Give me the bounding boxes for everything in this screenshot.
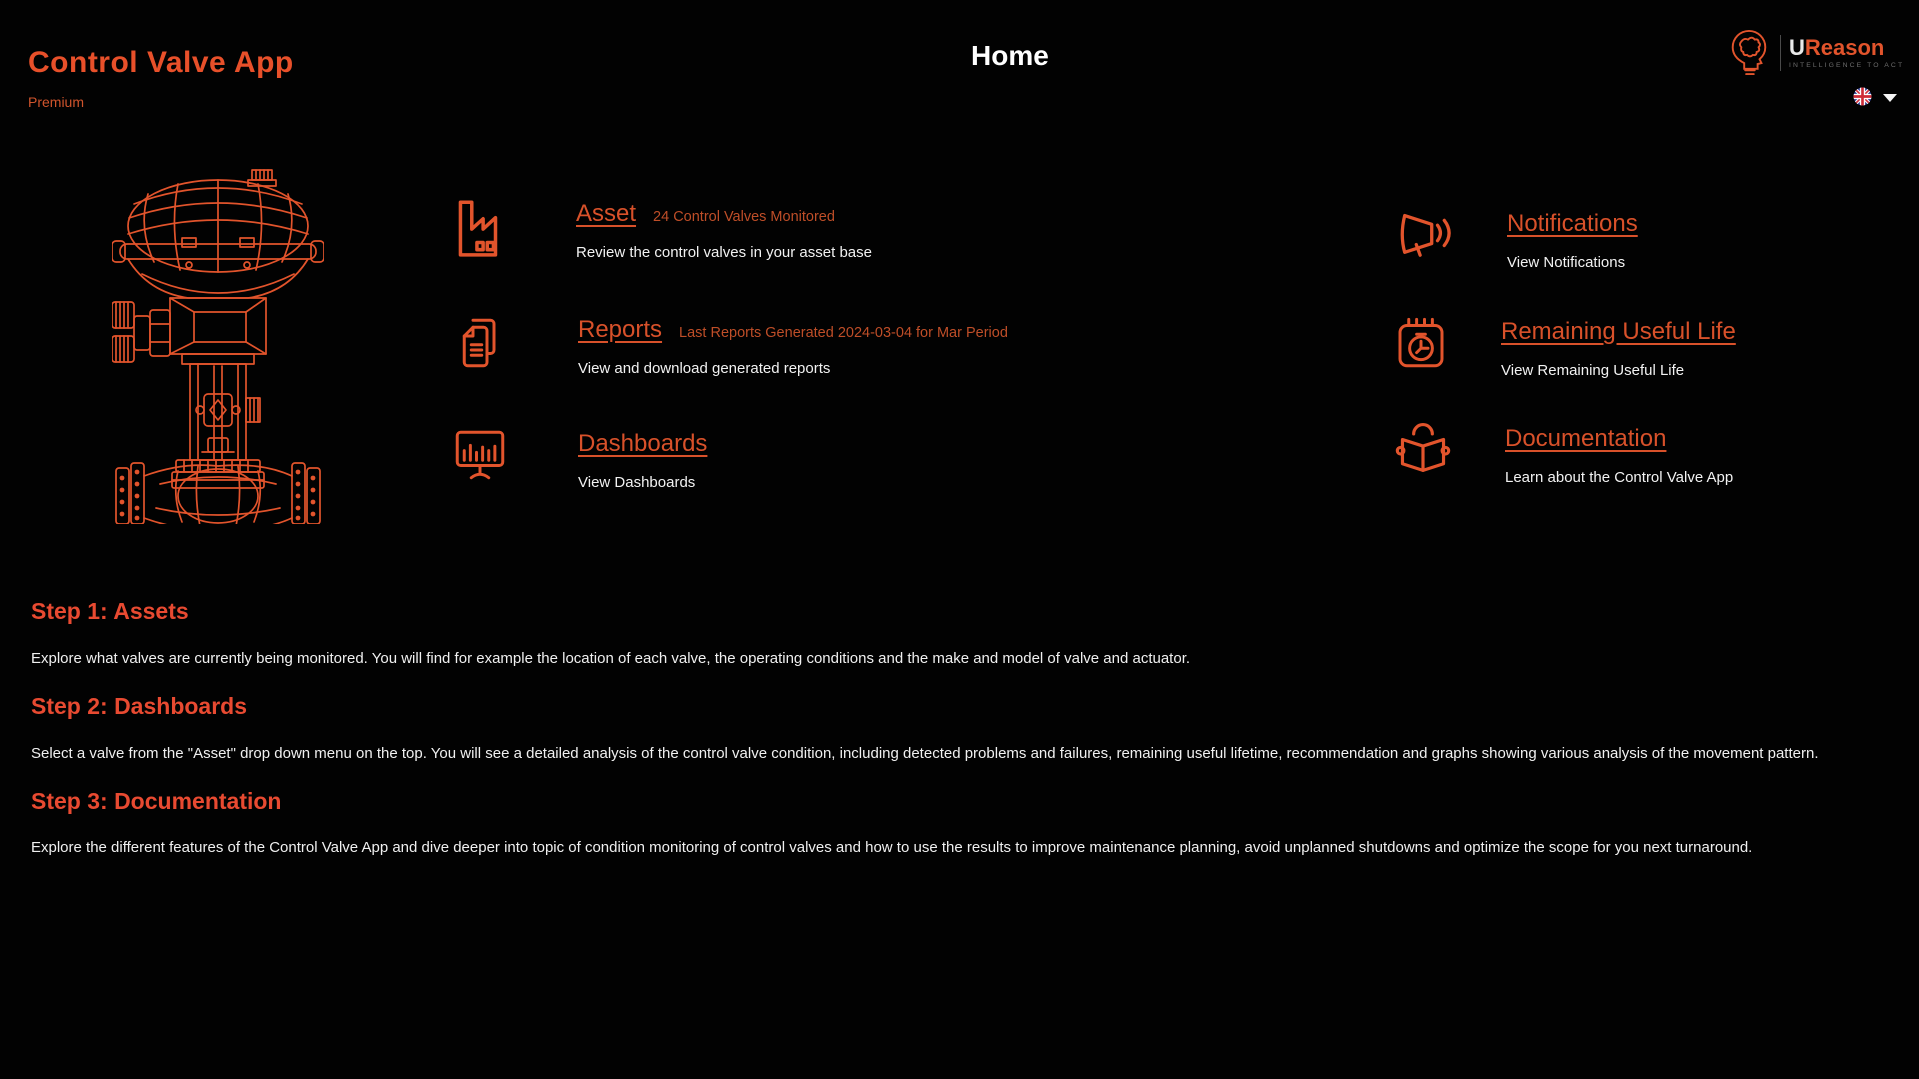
dashboards-link[interactable]: Dashboards (578, 430, 708, 457)
documentation-link[interactable]: Documentation (1505, 425, 1667, 452)
logo-divider (1780, 35, 1781, 71)
brand-name: Reason (1804, 35, 1885, 60)
notifications-row (1393, 204, 1638, 271)
ureason-logo[interactable] (1726, 28, 1904, 78)
step-3-body: Explore the different features of the Control Valve App and dive deeper into topic of condition monitoring of control valves and how to use the results to improve maintenance planning, avoid unplanned shutdowns and optimize the scope for you next turnaround. (31, 839, 1753, 856)
step-1-heading: Step 1: Assets (31, 598, 189, 624)
plan-badge: Premium (28, 94, 85, 110)
reports-description: View and download generated reports (578, 360, 831, 377)
dashboards-row (452, 424, 724, 491)
brand-u: U (1789, 35, 1805, 60)
asset-subtitle: 24 Control Valves Monitored (653, 209, 835, 225)
megaphone-icon (1393, 204, 1455, 260)
documentation-description: Learn about the Control Valve App (1505, 469, 1734, 486)
uk-flag-icon[interactable] (1853, 87, 1872, 106)
notifications-description: View Notifications (1507, 254, 1626, 271)
asset-description: Review the control valves in your asset base (576, 244, 872, 261)
reading-icon (1393, 419, 1453, 475)
step-1-body: Explore what valves are currently being monitored. You will find for example the location of each valve, the operating conditions and the make and model of valve and actuator. (31, 650, 1191, 667)
remaining-useful-life-description: View Remaining Useful Life (1501, 362, 1685, 379)
chevron-down-icon[interactable] (1883, 94, 1897, 102)
reports-row (452, 310, 1008, 377)
factory-icon (452, 194, 506, 260)
step-2-body: Select a valve from the "Asset" drop down menu on the top. You will see a detailed analysis of the control valve condition, including detected problems and failures, remaining useful lifetime, recommendation and graphs showing various analysis of the movement pattern. (31, 745, 1819, 762)
remaining-useful-life-row (1393, 312, 1736, 379)
remaining-useful-life-link[interactable]: Remaining Useful Life (1501, 318, 1736, 345)
language-selector[interactable] (1853, 87, 1897, 106)
brain-icon (1726, 28, 1772, 78)
documents-icon (452, 310, 508, 376)
monitor-chart-icon (452, 424, 508, 486)
reports-link[interactable]: Reports (578, 316, 663, 343)
asset-row (452, 194, 872, 261)
notifications-link[interactable]: Notifications (1507, 210, 1638, 237)
asset-link[interactable]: Asset (576, 200, 637, 227)
app-title: Control Valve App (28, 46, 294, 79)
brand-tagline: INTELLIGENCE TO ACT (1789, 62, 1905, 69)
reports-subtitle: Last Reports Generated 2024-03-04 for Mar Period (679, 325, 1008, 341)
calendar-timer-icon (1393, 312, 1449, 374)
control-valve-illustration (112, 166, 324, 524)
step-3-heading: Step 3: Documentation (31, 788, 282, 814)
page-title: Home (971, 40, 1049, 71)
step-2-heading: Step 2: Dashboards (31, 693, 247, 719)
documentation-row (1393, 419, 1733, 486)
dashboards-description: View Dashboards (578, 474, 696, 491)
